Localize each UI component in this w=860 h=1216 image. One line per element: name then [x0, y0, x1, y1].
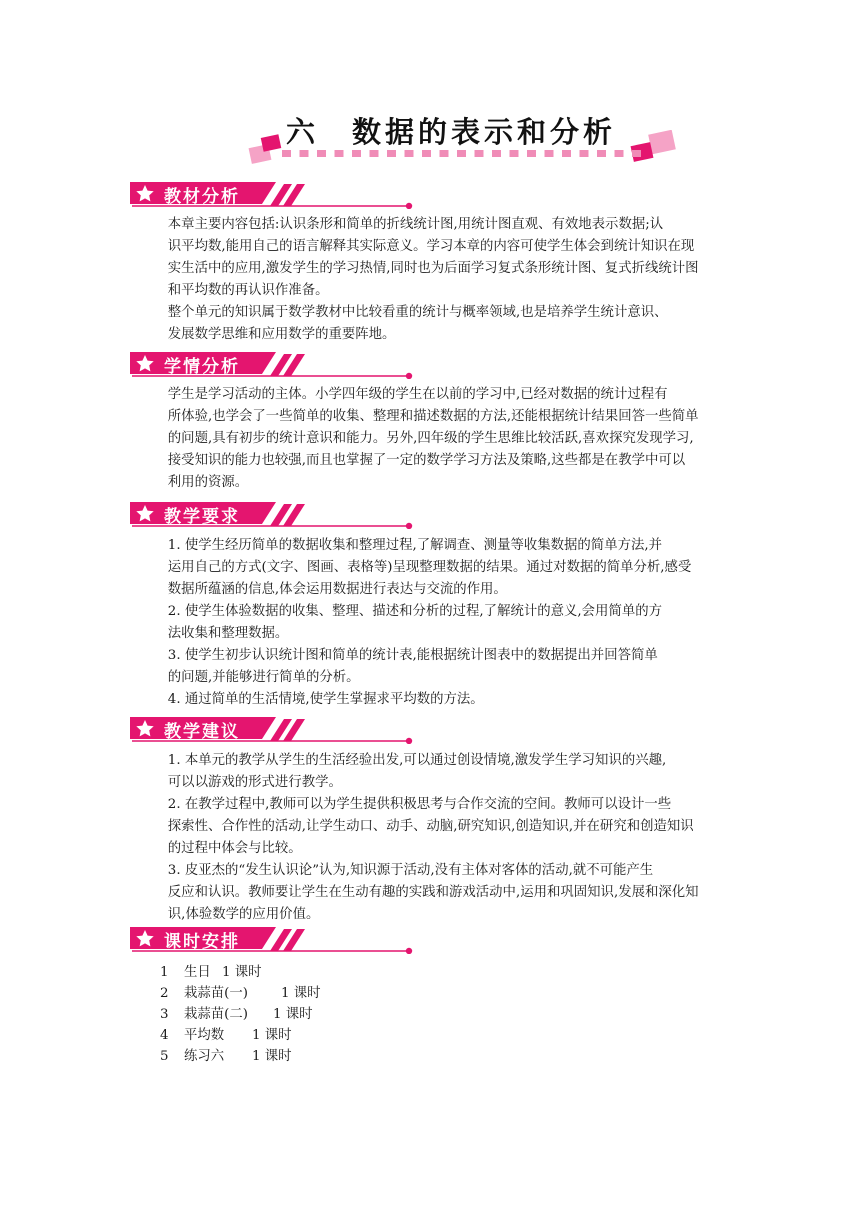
paragraph: 2. 使学生体验数据的收集、整理、描述和分析的过程,了解统计的意义,会用简单的方 法收集和整理数据。	[167, 604, 663, 641]
section-title: 教学建议	[164, 722, 240, 742]
paragraph: 1. 本单元的教学从学生的生活经验出发,可以通过创设情境,激发学生学习知识的兴趣, 可以以游戏的形式进行教学。	[167, 753, 667, 790]
item-topic: 栽蒜苗(一)	[184, 986, 249, 1001]
item-topic: 栽蒜苗(二)	[184, 1007, 249, 1022]
dash-mark	[282, 150, 291, 157]
dash-mark	[597, 150, 606, 157]
dash-mark	[440, 150, 449, 157]
paragraph: 3. 皮亚杰的“发生认识论”认为,知识源于活动,没有主体对客体的活动,就不可能产生 反应和认识。教师要让学生在生动有趣的实践和游戏活动中,运用和巩固知识,发展和深化知 识,体验数学的应用价值。	[167, 863, 699, 922]
section-heading-teaching-requirements	[130, 499, 420, 529]
item-number: 1	[160, 965, 169, 980]
paragraph: 2. 在教学过程中,教师可以为学生提供积极思考与合作交流的空间。教师可以设计一些 探索性、合作性的活动,让学生动口、动手、动脑,研究知识,创造知识,并在研究和创造知识 的过程中体会与比较。	[167, 797, 694, 856]
item-topic: 平均数	[184, 1028, 225, 1043]
dash-mark	[475, 150, 484, 157]
dash-mark	[387, 150, 396, 157]
dash-mark	[317, 150, 326, 157]
section-title: 课时安排	[164, 932, 240, 952]
item-hours: 1 课时	[281, 986, 321, 1001]
dash-mark	[405, 150, 414, 157]
paragraph: 学生是学习活动的主体。小学四年级的学生在以前的学习中,已经对数据的统计过程有 所体验,也学会了一些简单的收集、整理和描述数据的方法,还能根据统计结果回答一些简单 的问题,具有初步的统计意识和能力。另外,四年级的学生思维比较活跃,喜欢探究发现学习, 接受知识的能力也较强,而且也掌握了一定的数学学习方法及策略,这些都是在教学中可以 利用的资源。	[167, 387, 699, 490]
item-number: 3	[160, 1007, 169, 1022]
item-number: 2	[160, 986, 169, 1001]
item-topic: 生日	[184, 965, 211, 980]
dash-mark	[562, 150, 571, 157]
item-number: 5	[160, 1049, 169, 1064]
dash-mark	[352, 150, 361, 157]
dash-mark	[335, 150, 344, 157]
item-hours: 1 课时	[252, 1049, 292, 1064]
title-decoration	[246, 130, 686, 170]
dash-mark	[545, 150, 554, 157]
dash-mark	[527, 150, 536, 157]
dash-mark	[422, 150, 431, 157]
page-title: 六 数据的表示和分析	[286, 115, 617, 149]
section-heading-student-analysis	[130, 349, 420, 379]
item-hours: 1 课时	[252, 1028, 292, 1043]
item-hours: 1 课时	[273, 1007, 313, 1022]
dash-mark	[300, 150, 309, 157]
paragraph: 1. 使学生经历简单的数据收集和整理过程,了解调查、测量等收集数据的简单方法,并 运用自己的方式(文字、图画、表格等)呈现整理数据的结果。通过对数据的简单分析,感受 数据所蕴涵的信息,体会运用数据进行表达与交流的作用。	[167, 538, 692, 597]
dash-mark	[632, 150, 641, 157]
item-topic: 练习六	[184, 1049, 225, 1064]
paragraph: 本章主要内容包括:认识条形和简单的折线统计图,用统计图直观、有效地表示数据;认 识平均数,能用自己的语言解释其实际意义。学习本章的内容可使学生体会到统计知识在现 实生活中的应用,激发学生的学习热情,同时也为后面学习复式条形统计图、复式折线统计图 和平均数的再认识作准备。	[167, 217, 699, 298]
section-heading-textbook-analysis	[130, 179, 420, 209]
section-title: 教学要求	[164, 507, 240, 527]
item-number: 4	[160, 1028, 169, 1043]
section-title: 教材分析	[164, 187, 240, 207]
section-heading-schedule	[130, 924, 420, 954]
dash-mark	[492, 150, 501, 157]
paragraph: 3. 使学生初步认识统计图和简单的统计表,能根据统计图表中的数据提出并回答简单 的问题,并能够进行简单的分析。	[167, 648, 658, 685]
dash-mark	[457, 150, 466, 157]
paragraph: 整个单元的知识属于数学教材中比较看重的统计与概率领域,也是培养学生统计意识、 发展数学思维和应用数学的重要阵地。	[167, 305, 668, 342]
paragraph: 4. 通过简单的生活情境,使学生掌握求平均数的方法。	[167, 692, 484, 707]
section-heading-teaching-suggestions	[130, 714, 420, 744]
dash-mark	[580, 150, 589, 157]
dash-mark	[615, 150, 624, 157]
dash-mark	[510, 150, 519, 157]
dash-mark	[370, 150, 379, 157]
section-title: 学情分析	[164, 357, 240, 377]
item-hours: 1 课时	[222, 965, 262, 980]
